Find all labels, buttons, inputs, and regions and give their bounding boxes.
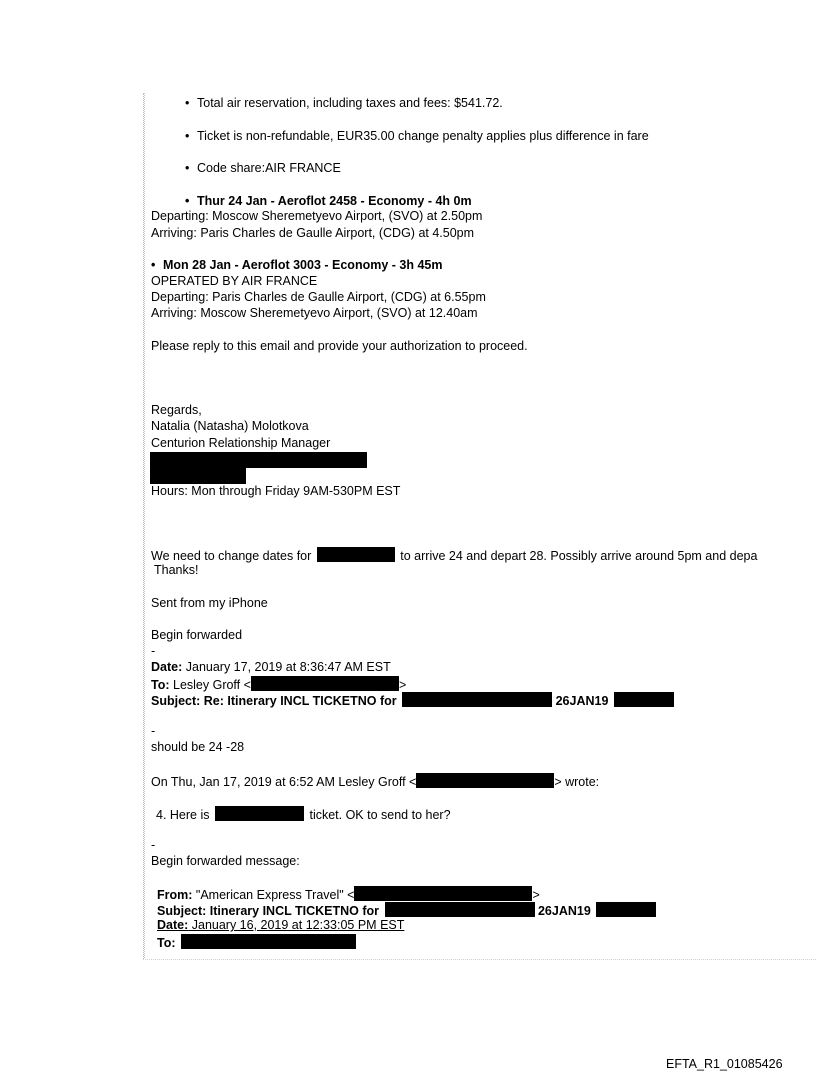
redaction-box [150, 468, 246, 484]
redaction-box [614, 692, 674, 707]
change-request-thanks: Thanks! [154, 563, 199, 577]
redaction-box [181, 934, 356, 949]
redaction-box [150, 452, 367, 468]
fwd1-to-line [151, 676, 406, 693]
change-request-after: to arrive 24 and depart 28. Possibly arrive around 5pm and depa [400, 549, 758, 563]
reply-request: Please reply to this email and provide your authorization to proceed. [151, 339, 528, 353]
fwd2-subject: Subject: Itinerary INCL TICKETNO for [157, 904, 380, 918]
flight2-arriving: Arriving: Moscow Sheremetyevo Airport, (SVO) at 12.40am [151, 306, 478, 320]
flight2-operated: OPERATED BY AIR FRANCE [151, 274, 318, 288]
fwd1-to-label: To: [151, 678, 170, 692]
flight2-departing: Departing: Paris Charles de Gaulle Airport, (CDG) at 6.55pm [151, 290, 486, 304]
redaction-box [416, 773, 554, 788]
on-thu-before: On Thu, Jan 17, 2019 at 6:52 AM Lesley Groff < [151, 775, 417, 789]
fwd1-date-line [151, 660, 391, 675]
fwd2-to-label: To: [157, 936, 176, 950]
fwd1-date-label: Date: [151, 660, 183, 674]
fwd2-subject-line [157, 902, 656, 919]
change-request-line [151, 547, 757, 564]
fwd1-subject-code: 26JAN19 [555, 694, 609, 708]
fwd2-from-close: > [532, 888, 540, 902]
here-is-after: ticket. OK to send to her? [309, 808, 451, 822]
fwd1-to-value: Lesley Groff < [169, 678, 251, 692]
flight1-title: • Thur 24 Jan - Aeroflot 2458 - Economy - 4h 0m [185, 194, 472, 209]
on-thu-line [151, 773, 599, 790]
flight1-arriving: Arriving: Paris Charles de Gaulle Airport, (CDG) at 4.50pm [151, 226, 475, 240]
fwd1-subject-line [151, 692, 674, 709]
total-reservation-line: • Total air reservation, including taxes and fees: $541.72. [185, 96, 503, 111]
separator-dash: - [151, 644, 156, 658]
signature-role: Centurion Relationship Manager [151, 436, 331, 450]
redaction-box [251, 676, 399, 691]
redaction-box [317, 547, 395, 562]
redaction-box [402, 692, 552, 707]
separator-dash: - [151, 838, 156, 852]
fwd2-date-value: January 16, 2019 at 12:33:05 PM EST [188, 918, 405, 932]
fwd2-to-line [157, 934, 356, 951]
flight1-departing: Departing: Moscow Sheremetyevo Airport, (SVO) at 2.50pm [151, 209, 483, 223]
sent-from-iphone: Sent from my iPhone [151, 596, 268, 610]
fwd1-date-value: January 17, 2019 at 8:36:47 AM EST [182, 660, 391, 674]
fwd2-subject-code: 26JAN19 [537, 904, 591, 918]
quote-bar [143, 93, 148, 959]
signature-name: Natalia (Natasha) Molotkova [151, 419, 309, 433]
signature-hours: Hours: Mon through Friday 9AM-530PM EST [151, 484, 401, 498]
change-request-before: We need to change dates for [151, 549, 312, 563]
here-is-line [156, 806, 451, 823]
flight2-title: • Mon 28 Jan - Aeroflot 3003 - Economy - 3h 45m [151, 258, 442, 273]
fwd2-from-label: From: [157, 888, 193, 902]
redaction-box [596, 902, 656, 917]
redaction-box [354, 886, 532, 901]
fwd2-from-line [157, 886, 540, 903]
here-is-before: 4. Here is [156, 808, 210, 822]
redaction-box [215, 806, 304, 821]
fwd1-to-close: > [398, 678, 407, 692]
signature-regards: Regards, [151, 403, 202, 417]
fwd1-subject: Subject: Re: Itinerary INCL TICKETNO for [151, 694, 397, 708]
ticket-refund-line: • Ticket is non-refundable, EUR35.00 change penalty applies plus difference in fare [185, 129, 649, 144]
document-id: EFTA_R1_01085426 [666, 1057, 783, 1071]
on-thu-after: > wrote: [554, 775, 600, 789]
fwd2-from-value: "American Express Travel" < [192, 888, 355, 902]
begin-forwarded: Begin forwarded [151, 628, 243, 642]
codeshare-line: • Code share:AIR FRANCE [185, 161, 341, 176]
fwd2-date-line [157, 918, 404, 933]
redaction-box [385, 902, 535, 917]
begin-forwarded-message: Begin forwarded message: [151, 854, 300, 868]
should-be-line: should be 24 -28 [151, 740, 245, 754]
fwd2-date-label: Date: [157, 918, 189, 932]
quote-bottom-rule [143, 959, 816, 960]
separator-dash: - [151, 724, 156, 738]
